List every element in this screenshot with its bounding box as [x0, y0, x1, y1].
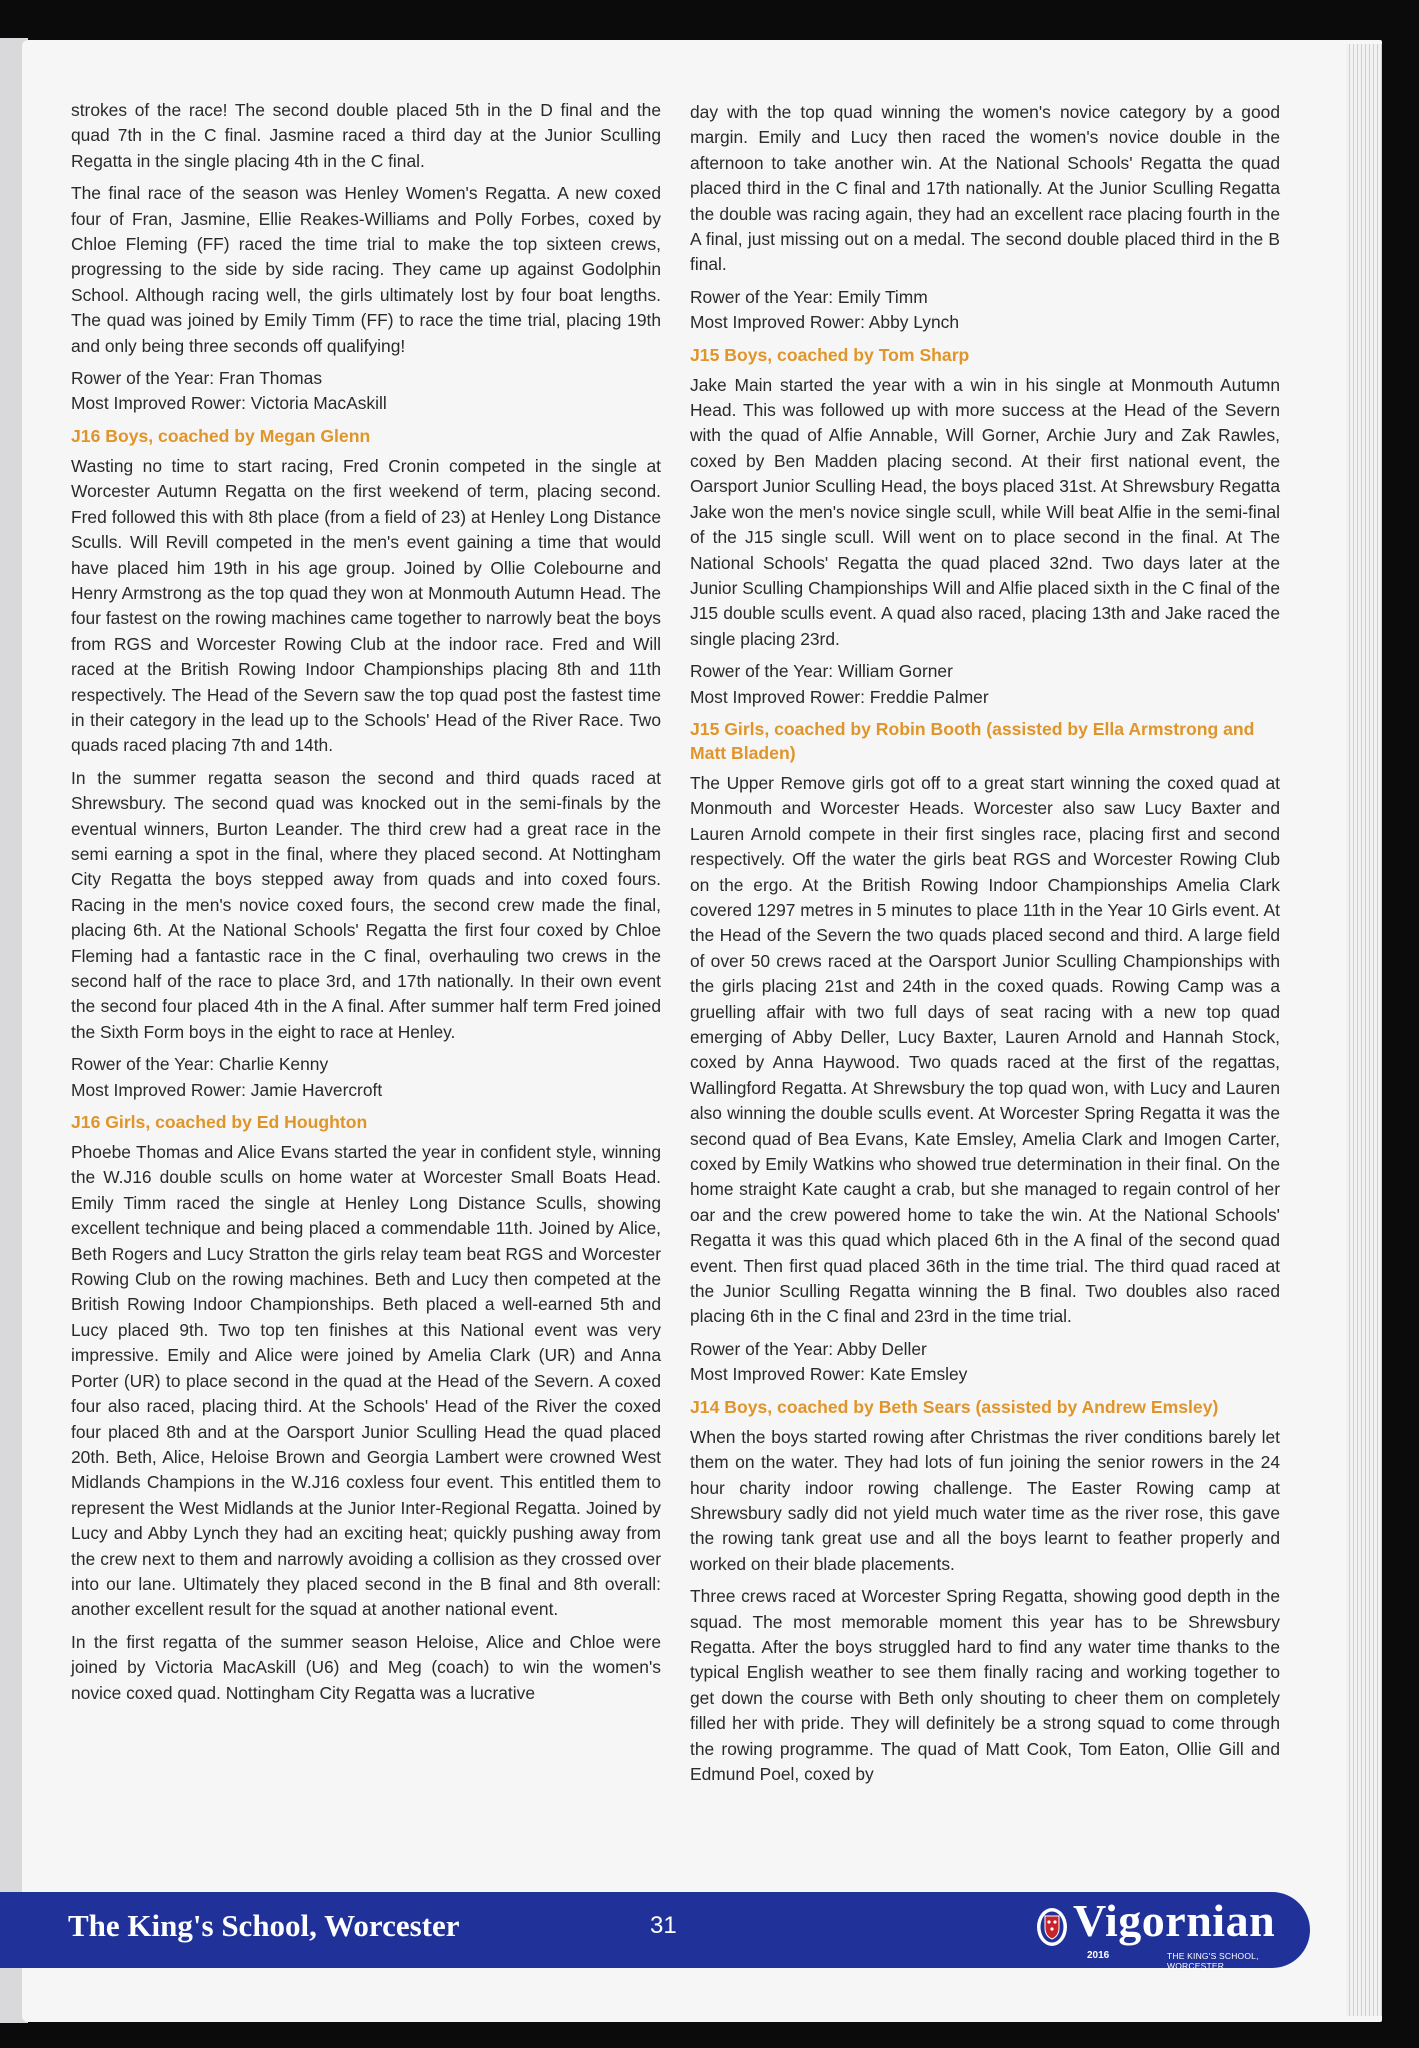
page-edges — [1346, 44, 1382, 2016]
paragraph: In the summer regatta season the second and third quads raced at Shrewsbury. The second quad was knocked out in the semi-finals by the eventual winners, Burton Leander. The third crew had a great race in the semi earning a spot in the final, where they placed second. At Nottingham City Regatta the boys stepped away from quads and into coxed fours. Racing in the men's novice coxed fours, the second crew made the final, placing 6th. At the National Schools' Regatta the first four coxed by Chloe Fleming had a fantastic race in the C final, overhauling two crews in the second half of the race to place 3rd, and 17th nationally. In their own event the second four placed 4th in the A final. After summer half term Fred joined the Sixth Form boys in the eight to race at Henley. — [71, 767, 661, 1042]
section-heading-j16-boys: J16 Boys, coached by Megan Glenn — [71, 425, 371, 446]
award-line: Rower of the Year: Emily Timm — [690, 286, 928, 307]
award-line: Most Improved Rower: Abby Lynch — [690, 312, 960, 333]
paragraph: Three crews raced at Worcester Spring Regatta, showing good depth in the squad. The most memorable moment this year has to be Shrewsbury Regatta. After the boys struggled hard to find any water time thanks to the typical English weather to see them finally racing and working together to get down the course with Beth only shouting to cheer them on completely filled her with pride. They will definitely be a strong squad to come through the rowing programme. The quad of Matt Cook, Tom Eaton, Ollie Gill and Edmund Poel, coxed by — [690, 1586, 1280, 1784]
award-line: Rower of the Year: Fran Thomas — [71, 368, 323, 389]
paragraph: Wasting no time to start racing, Fred Cronin competed in the single at Worcester Autumn Regatta on the first weekend of term, placing second. Fred followed this with 8th place (from a field of 23) at Henley Long Distance Sculls. Will Revill competed in the men's event gaining a time that would have placed him 19th in his age group. Joined by Ollie Colebourne and Henry Armstrong as the top quad they won at Monmouth Autumn Head. The four fastest on the rowing machines came together to narrowly beat the boys from RGS and Worcester Rowing Club at the indoor race. Fred and Will raced at the British Rowing Indoor Championships placing 8th and 11th respectively. The Head of the Severn saw the top quad post the fastest time in their category in the lead up to the Schools' Head of the River Race. Two quads raced placing 7th and 14th. — [71, 455, 661, 756]
award-line: Rower of the Year: Abby Deller — [690, 1338, 927, 1359]
award-line: Most Improved Rower: Victoria MacAskill — [71, 393, 387, 414]
paragraph: Phoebe Thomas and Alice Evans started the year in confident style, winning the W.J16 double sculls on home water at Worcester Small Boats Head. Emily Timm raced the single at Henley Long Distance Sculls, showing excellent technique and being placed a commendable 11th. Joined by Alice, Beth Rogers and Lucy Stratton the girls relay team beat RGS and Worcester Rowing Club on the rowing machines. Beth and Lucy then competed at the British Rowing Indoor Championships. Beth placed a well-earned 5th and Lucy placed 9th. Two top ten finishes at this National event was very impressive. Emily and Alice were joined by Amelia Clark (UR) and Anna Porter (UR) to place second in the quad at the Head of the Severn. A coxed four also raced, placing third. At the Schools' Head of the River the coxed four placed 8th and at the Oarsport Junior Sculling Head the quad placed 20th. Beth, Alice, Heloise Brown and Georgia Lambert were crowned West Midlands Champions in the W.J16 coxless four event. This entitled them to represent the West Midlands at the Junior Inter-Regional Regatta. Joined by Lucy and Abby Lynch they had an exciting heat; quickly pushing away from the crew next to them and narrowly avoiding a collision as they crossed over into our lane. Ultimately they placed second in the B final and 8th overall: another excellent result for the squad at another national event. — [71, 1142, 661, 1620]
vigornian-logo — [1035, 1895, 1315, 1971]
paragraph: When the boys started rowing after Christmas the river conditions barely let them on the water. They had lots of fun joining the senior rowers in the 24 hour charity indoor rowing challenge. The Easter Rowing camp at Shrewsbury sadly did not yield much water time as the river rose, this gave the rowing tank great use and all the boys learnt to feather properly and worked on their blade placements. — [690, 1426, 1280, 1574]
right-column — [690, 100, 1280, 1794]
page-number: 31 — [650, 1912, 677, 1939]
award-line: Most Improved Rower: Kate Emsley — [690, 1364, 968, 1385]
left-column — [71, 98, 661, 1713]
award-line: Most Improved Rower: Freddie Palmer — [690, 686, 989, 707]
paragraph: The final race of the season was Henley Women's Regatta. A new coxed four of Fran, Jasmine, Ellie Reakes-Williams and Polly Forbes, coxed by Chloe Fleming (FF) raced the time trial to make the top sixteen crews, progressing to the side by side racing. They came up against Godolphin School. Although racing well, the girls ultimately lost by four boat lengths. The quad was joined by Emily Timm (FF) to race the time trial, placing 19th and only being three seconds off qualifying! — [71, 183, 661, 356]
paragraph: Jake Main started the year with a win in his single at Monmouth Autumn Head. This was followed up with more success at the Head of the Severn with the quad of Alfie Annable, Will Gorner, Archie Jury and Zak Rawles, coxed by Ben Madden placing second. At their first national event, the Oarsport Junior Sculling Head, the boys placed 31st. At Shrewsbury Regatta Jake won the men's novice single scull, while Will beat Alfie in the semi-final of the J15 single scull. Will went on to place second in the final. At The National Schools' Regatta the quad placed 32nd. Two days later at the Junior Sculling Championships Will and Alfie placed sixth in the C final of the J15 double sculls event. A quad also raced, placing 13th and Jake raced the single placing 23rd. — [690, 374, 1280, 649]
section-heading-j14-boys: J14 Boys, coached by Beth Sears (assisted by Andrew Emsley) — [690, 1396, 1219, 1417]
brand-tagline: THE KING'S SCHOOL, WORCESTER — [1167, 1951, 1259, 1971]
award-line: Rower of the Year: Charlie Kenny — [71, 1054, 329, 1075]
section-heading-j16-girls: J16 Girls, coached by Ed Houghton — [71, 1112, 368, 1133]
award-line: Rower of the Year: William Gorner — [690, 661, 953, 682]
brand-wordmark: Vigornian — [1073, 1895, 1276, 1946]
award-line: Most Improved Rower: Jamie Havercroft — [71, 1079, 383, 1100]
paragraph: In the first regatta of the summer season Heloise, Alice and Chloe were joined by Victoria MacAskill (U6) and Meg (coach) to win the women's novice coxed quad. Nottingham City Regatta was a lucrative — [71, 1631, 661, 1703]
paragraph: day with the top quad winning the women's novice category by a good margin. Emily and Lucy then raced the women's novice double in the afternoon to take another win. At the National Schools' Regatta the quad placed third in the C final and 17th nationally. At the Junior Sculling Regatta the double was racing again, they had an excellent race placing fourth in the A final, just missing out on a medal. The second double placed third in the B final. — [690, 102, 1280, 275]
footer-bar — [0, 1892, 1310, 1971]
school-crest-icon — [1035, 1906, 1069, 1948]
paragraph: strokes of the race! The second double placed 5th in the D final and the quad 7th in the C final. Jasmine raced a third day at the Junior Sculling Regatta in the single placing 4th in the C final. — [71, 100, 661, 171]
brand-year: 2016 — [1087, 1950, 1110, 1961]
section-heading-j15-boys: J15 Boys, coached by Tom Sharp — [690, 344, 970, 365]
section-heading-j15-girls: J15 Girls, coached by Robin Booth (assisted by Ella Armstrong and Matt Bladen) — [690, 718, 1255, 763]
school-name: The King's School, Worcester — [68, 1908, 460, 1943]
paragraph: The Upper Remove girls got off to a great start winning the coxed quad at Monmouth and Worcester Heads. Worcester also saw Lucy Baxter and Lauren Arnold compete in their first singles race, placing first and second respectively. Off the water the girls beat RGS and Worcester Rowing Club on the ergo. At the British Rowing Indoor Championships Amelia Clark covered 1297 metres in 5 minutes to place 11th in the Year 10 Girls event. At the Head of the Severn the two quads placed second and third. A large field of over 50 crews raced at the Oarsport Junior Sculling Championships with the girls placing 21st and 24th in the coxed quads. Rowing Camp was a gruelling affair with two full days of seat racing with a new top quad emerging of Abby Deller, Lucy Baxter, Lauren Arnold and Hannah Stock, coxed by Anna Haywood. Two quads raced at the first of the regattas, Wallingford Regatta. At Shrewsbury the top quad won, with Lucy and Lauren also winning the double sculls event. At Worcester Spring Regatta it was the second quad of Bea Evans, Kate Emsley, Amelia Clark and Imogen Carter, coxed by Emily Watkins who showed true determination in their final. On the home straight Kate caught a crab, but she managed to regain control of her oar and the crew powered home to take the win. At the National Schools' Regatta it was this quad which placed 6th in the A final of the second quad event. Then first quad placed 36th in the time trial. The third quad raced at the Junior Sculling Regatta winning the B final. Two doubles also raced placing 6th in the C final and 23rd in the time trial. — [690, 772, 1280, 1327]
